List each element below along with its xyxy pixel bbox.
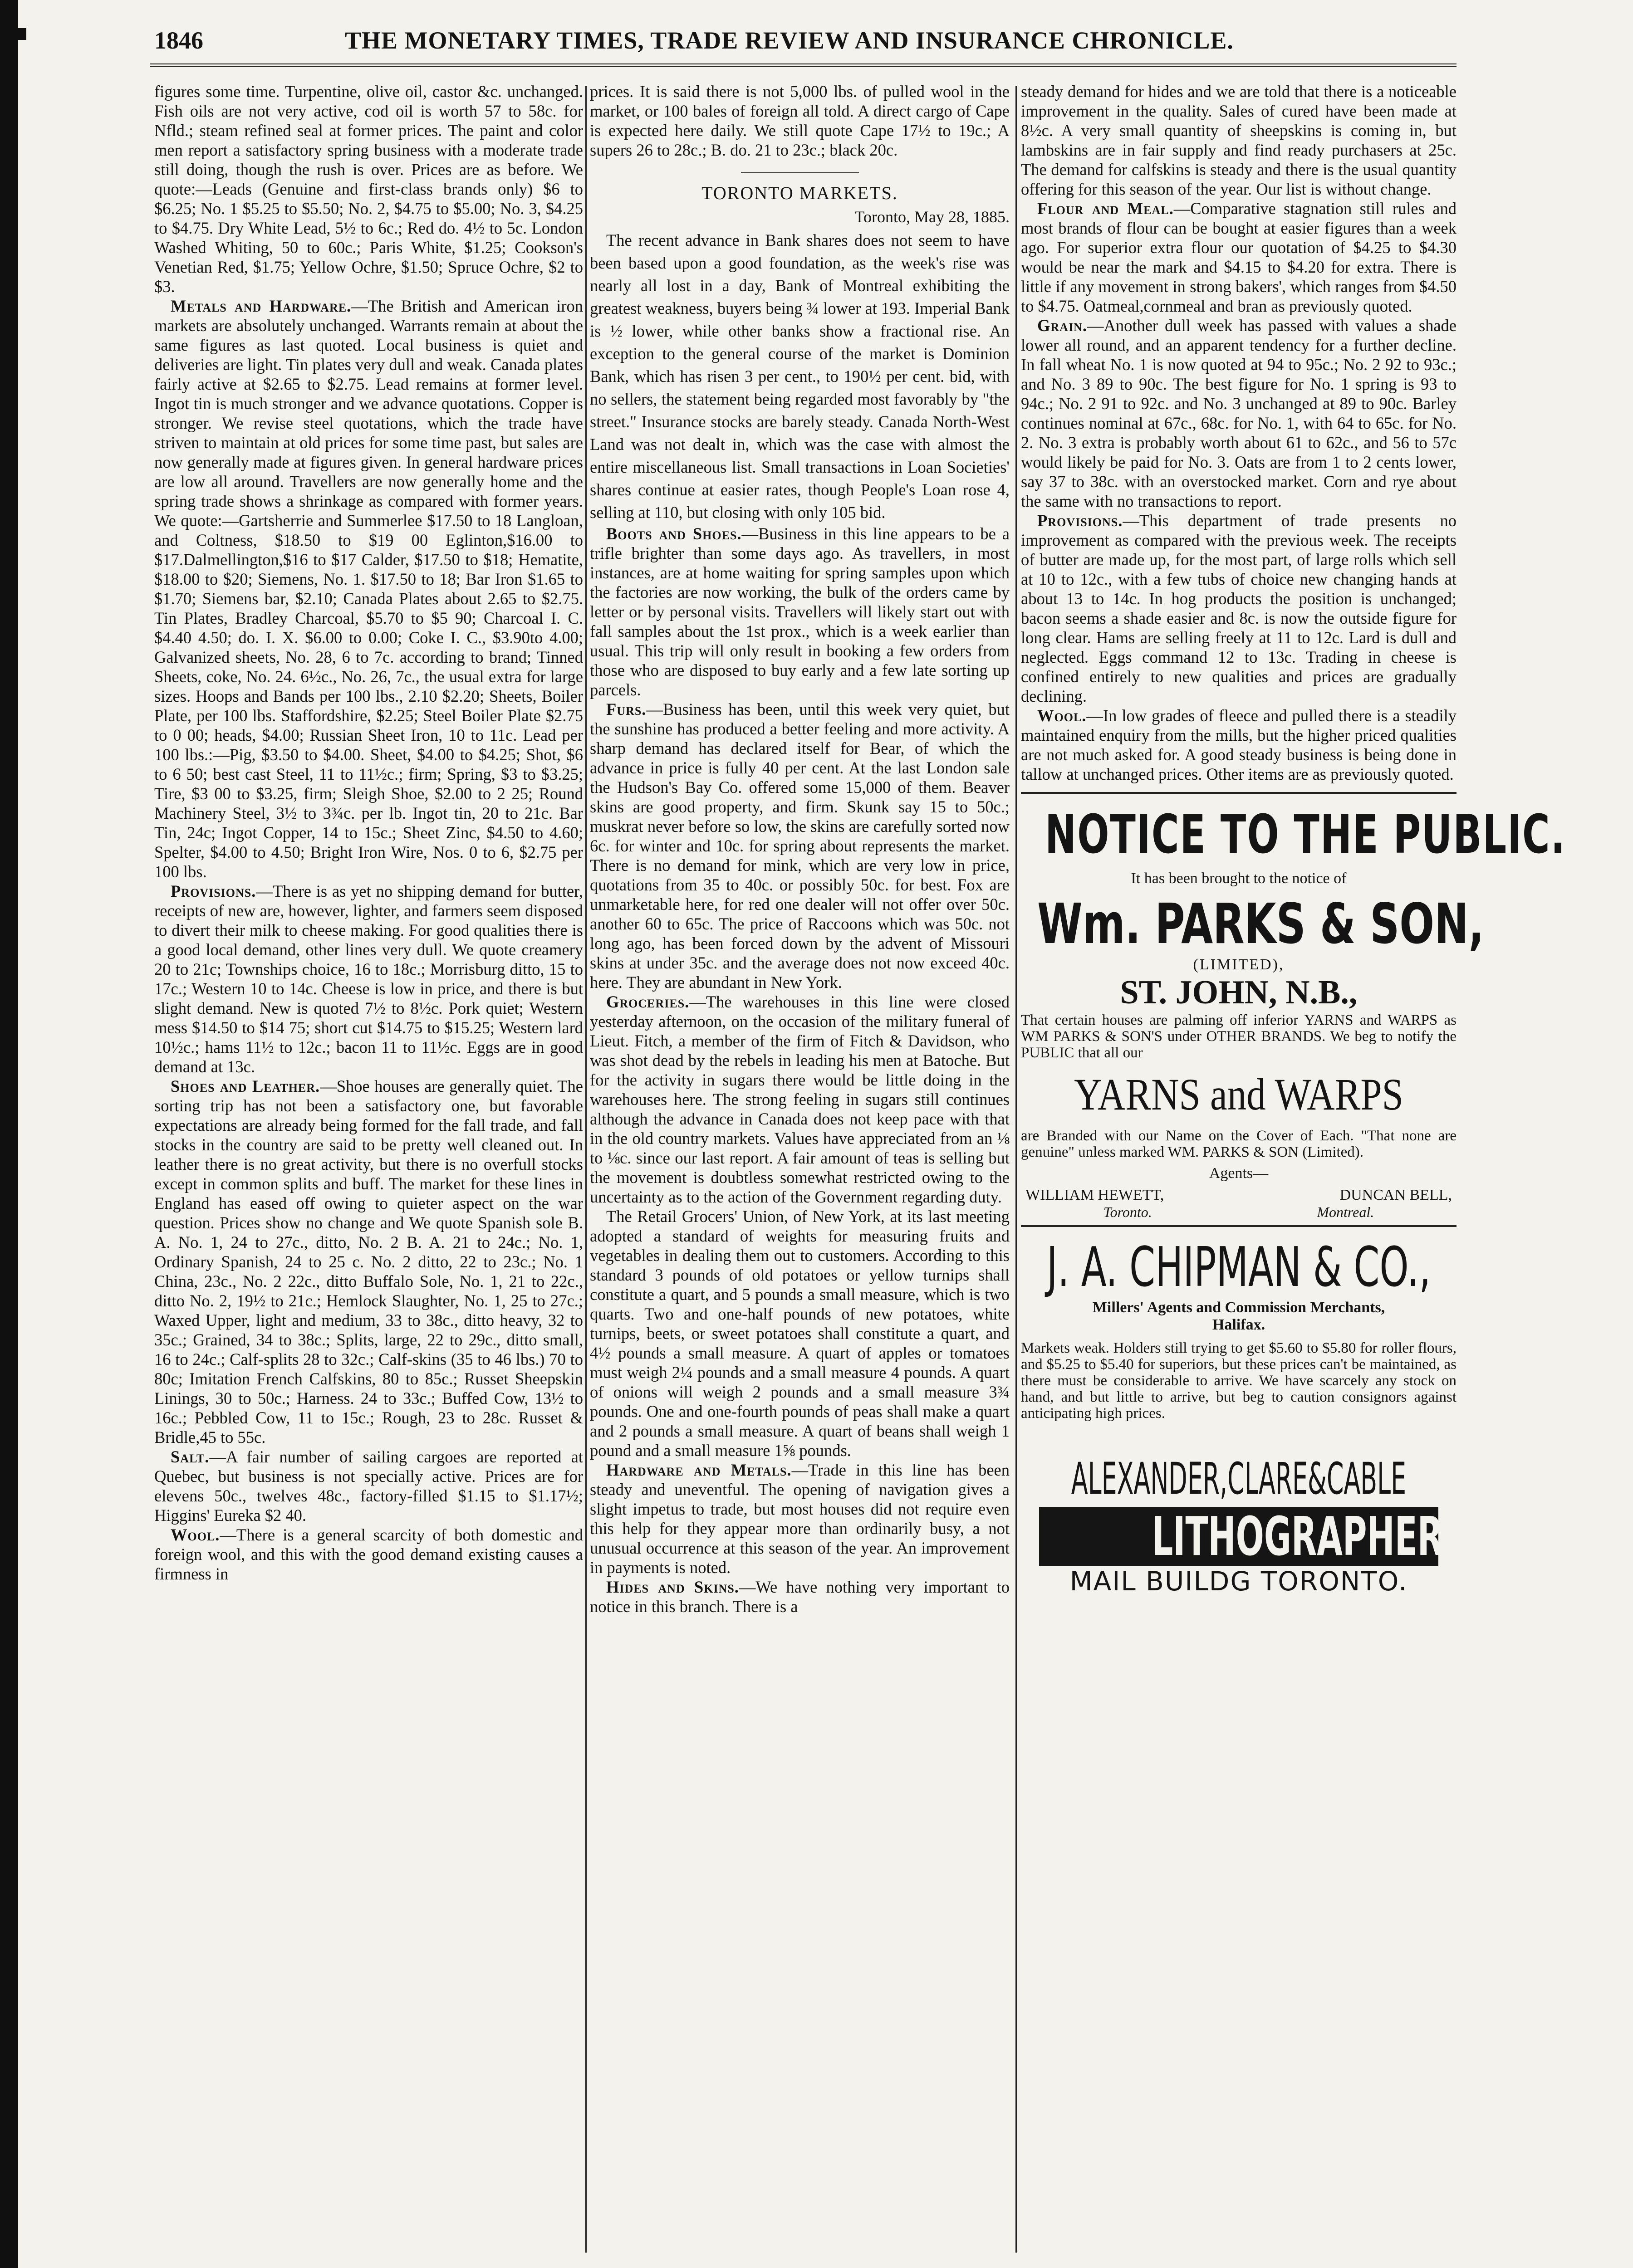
section-heading: Salt. <box>171 1447 210 1466</box>
column-rule <box>1015 86 1017 2253</box>
section-heading: Hardware and Metals. <box>606 1461 792 1479</box>
ad-rule <box>1021 792 1456 794</box>
section-heading: Metals and Hardware. <box>171 297 352 315</box>
section-heading: Wool. <box>171 1525 220 1544</box>
agent-city: Montreal. <box>1317 1204 1374 1220</box>
section-title: TORONTO MARKETS. <box>701 183 898 203</box>
column-1 <box>154 82 583 2253</box>
article-paragraph <box>1021 706 1456 784</box>
advertisement-lithographers <box>1021 1453 1520 1597</box>
section-text: —The British and American iron markets are absolutely unchanged. Warrants remain at about the same figures as last quoted. Local business is quiet and deliveries are light. Tin plates very dull and weak. Canada plates fairly active at $2.65 to $2.75. Lead remains at former level. Ingot tin is much stronger and we advance quotations. Copper is stronger. We revise steel quotations, which the trade have striven to maintain at old prices for some time past, but sales are now generally made at figures given. In general hardware prices are low all around. Travellers are now generally home and the spring trade shows a shrinkage as compared with former years. We quote:—Gartsherrie and Summerlee $17.50 to 18 Langloan, and Coltness, $18.50 to $19 00 Eglinton,$16.00 to $17.Dalmellington,$16 to $17 Calder, $17.50 to $18; Hematite, $18.00 to $20; Siemens, No. 1. $17.50 to 18; Bar Iron $1.65 to $1.70; Siemens bar, $2.10; Canada Plates about 2.65 to $2.75. Tin Plates, Bradley Charcoal, $5.70 to $5 90; Charcoal I. C. $4.40 4.50; do. I. X. $6.00 to 0.00; Coke I. C., $3.90to 4.00; Galvanized sheets, No. 28, 6 to 7c. according to brand; Tinned Sheets, coke, No. 24. 6½c., No. 26, 7c., the usual extra for large sizes. Hoops and Bands per 100 lbs., 2.10 $2.20; Sheets, Boiler Plate, per 100 lbs. Staffordshire, $2.25; Steel Boiler Plate $2.75 to 0 00; heads, $4.00; Russian Sheet Iron, 10 to 11c. Lead per 100 lbs.:—Pig, $3.50 to $4.00. Sheet, $4.00 to $4.25; Shot, $6 to 6 50; best cast Steel, 11 to 11½c.; firm; Spring, $3 to $3.25; Tire, $3 00 to $3.25, firm; Sleigh Shoe, $2.00 to 2 25; Round Machinery Steel, 3½ to 3¾c. per lb. Ingot tin, 20 to 21c. Bar Tin, 24c; Ingot Copper, 14 to 15c.; Sheet Zinc, $4.50 to 4.60; Spelter, $4.00 to 4.50; Bright Iron Wire, Nos. 0 to 6, $2.75 per 100 lbs. <box>154 297 583 881</box>
section-heading: Wool. <box>1037 706 1087 725</box>
column-3 <box>1021 82 1566 2253</box>
article-paragraph: figures some time. Turpentine, olive oil, castor &c. unchanged. Fish oils are not very active, cod oil is worth 57 to 58c. for Nfld.; steam refined seal at former prices. The paint and color men report a satisfactory spring business with a moderate trade still doing, though the rush is over. Prices are as before. We quote:—Leads (Genuine and first-class brands only) $6 to $6.25; No. 1 $5.25 to $5.50; No. 2, $4.75 to $5.00; No. 3, $4.25 to $4.75. Dry White Lead, 5½ to 6c.; Red do. 4½ to 5c. London Washed Whiting, 50 to 60c.; Paris White, $1.25; Cookson's Venetian Red, $1.75; Yellow Ochre, $1.50; Spruce Ochre, $2 to $3. <box>154 82 583 296</box>
agent-name: DUNCAN BELL, <box>1339 1187 1452 1203</box>
article-paragraph <box>154 296 583 881</box>
ad-banner-text: LITHOGRAPHERS&C <box>1152 1505 1520 1568</box>
column-2 <box>590 82 1010 2253</box>
section-heading: Groceries. <box>606 992 690 1011</box>
article-paragraph <box>154 881 583 1076</box>
page-edge <box>0 0 18 2268</box>
header-rule <box>150 64 1456 67</box>
article-paragraph <box>1021 511 1456 706</box>
agent-name: WILLIAM HEWETT, <box>1025 1187 1164 1203</box>
ad-firm-name: Wm. PARKS & SON, <box>1037 892 1484 956</box>
section-text: —Comparative stagnation still rules and most brands of flour can be bought at easier figures than a week ago. For superior extra flour our quotation of $4.25 to $4.30 would be near the mark and $4.15 to $4.20 for extra. There is little if any movement in strong bakers', which ranges from $4.50 to $4.75. Oatmeal,cornmeal and bran as previously quoted. <box>1021 199 1456 315</box>
section-rule <box>741 172 859 174</box>
ad-firm-name: ALEXANDER,CLARE&CABLE <box>1071 1453 1407 1504</box>
article-paragraph <box>154 1076 583 1447</box>
section-text: —In low grades of fleece and pulled there is a steadily maintained enquiry from the mills, but the higher priced qualities are not much asked for. A good steady business is being done in tallow at unchanged prices. Other items are as previously quoted. <box>1021 706 1456 783</box>
article-paragraph: prices. It is said there is not 5,000 lbs. of pulled wool in the market, or 100 bales of foreign all told. A direct cargo of Cape is expected here daily. We still quote Cape 17½ to 19c.; A supers 26 to 28c.; B. do. 21 to 23c.; black 20c. <box>590 82 1010 159</box>
dateline: Toronto, May 28, 1885. <box>854 208 1010 226</box>
article-paragraph <box>590 1577 1010 1616</box>
section-text: —This department of trade presents no improvement as compared with the previous week. The receipts of butter are made up, for the most part, of large rolls which sell at 10 to 12c., with a few tubs of choice new changing hands at about 13 to 14c. In hog products the position is unchanged; bacon seems a shade easier and 8c. is now the outside figure for long clear. Hams are selling freely at 11 to 12c. Lard is dull and neglected. Eggs command 12 to 13c. Trading in cheese is confined entirely to new qualities and prices are gradually declining. <box>1021 511 1456 705</box>
ad-agents-label: Agents— <box>1209 1165 1269 1182</box>
section-text: —There is a general scarcity of both domestic and foreign wool, and this with the good demand existing causes a firmness in <box>154 1525 583 1583</box>
ad-body: That certain houses are palming off inferior YARNS and WARPS as WM PARKS & SON'S under OTHER BRANDS. We beg to notify the PUBLIC that all our <box>1021 1012 1456 1061</box>
article-paragraph: steady demand for hides and we are told that there is a noticeable improvement in the quality. Sales of cured have been made at 8½c. A very small quantity of sheepskins is coming in, but lambskins are in fair supply and find ready purchasers at 25c. The demand for calfskins is steady and there is the usual quantity offering for this season of the year. Our list is without change. <box>1021 82 1456 198</box>
section-heading: Provisions. <box>1037 511 1123 530</box>
advertisement-parks <box>1021 792 1566 1227</box>
agent-city: Toronto. <box>1103 1204 1152 1220</box>
article-paragraph <box>1021 316 1456 511</box>
section-heading: Provisions. <box>171 882 256 900</box>
ad-agent-cities <box>1021 1204 1456 1221</box>
ad-limited: (LIMITED), <box>1193 956 1285 973</box>
ad-firm-name: J. A. CHIPMAN & CO., <box>1046 1236 1431 1299</box>
ad-banner <box>1039 1505 1520 1568</box>
article-paragraph: The Retail Grocers' Union, of New York, at its last meeting adopted a standard of weights for measuring fruits and vegetables in dealing them out to customers. According to this standard 3 pounds of old potatoes or yellow turnips shall constitute a quart, and 5 pounds a small measure, which is two quarts. Two and one-half pounds of new potatoes, white turnips, beets, or sweet potatoes shall constitute a quart, and 4½ pounds a small measure. A quart of apples or tomatoes must weigh 2¼ pounds and a small measure 4 pounds. A quart of onions will weigh 2 pounds and a small measure 3¾ pounds. One and one-fourth pounds of peas shall make a quart and 2 pounds a small measure. A quart of beans shall weigh 1 pound and a small measure 1⅝ pounds. <box>590 1207 1010 1460</box>
section-text: —A fair number of sailing cargoes are reported at Quebec, but business is not specially active. Prices are for elevens 50c., twelves 48c., factory-filled $1.15 to $1.17½; Higgins' Eureka $2 40. <box>154 1447 583 1525</box>
ad-headline: NOTICE TO THE PUBLIC. <box>1045 803 1566 865</box>
column-rule <box>585 86 587 2253</box>
article-paragraph <box>1021 199 1456 316</box>
article-paragraph: The recent advance in Bank shares does not seem to have been based upon a good foundation, as the week's rise was nearly all lost in a day, Bank of Montreal exhibiting the greatest weakness, buyers being ¾ lower at 193. Imperial Bank is ½ lower, while other banks show a fractional rise. An exception to the general course of the market is Dominion Bank, which has risen 3 per cent., to 190½ per cent. bid, with no sellers, the statement being regarded most favorably by "the street." Insurance stocks are barely steady. Canada North-West Land was not dealt in, which was the case with almost the entire miscellaneous list. Small transactions in Loan Societies' shares continue at easier rates, though People's Loan rose 4, selling at 110, but closing with only 105 bid. <box>590 231 1010 522</box>
advertisement-chipman <box>1021 1236 1456 1422</box>
section-text: —Business in this line appears to be a trifle brighter than some days ago. As travellers, in most instances, are at home waiting for spring samples upon which the factories are now working, the bulk of the orders came by letter or by personal visits. Travellers will likely start out with fall samples about the 1st prox., which is a week earlier than usual. This trip will only result in booking a few orders from those who are disposed to buy early and a few late sorting up parcels. <box>590 524 1010 699</box>
ad-body-2: are Branded with our Name on the Cover of Each. "That none are genuine" unless marked WM. PARKS & SON (Limited). <box>1021 1128 1456 1160</box>
section-heading: Furs. <box>606 700 647 719</box>
ad-city: Halifax. <box>1212 1316 1265 1333</box>
page-header <box>154 26 1452 58</box>
article-paragraph <box>590 1460 1010 1577</box>
article-paragraph <box>590 524 1010 699</box>
ad-product: YARNS and WARPS <box>1074 1069 1403 1119</box>
ad-city: ST. JOHN, N.B., <box>1120 974 1358 1011</box>
article-paragraph <box>590 699 1010 992</box>
page-edge-notch <box>0 28 26 40</box>
ad-agents <box>1021 1187 1456 1204</box>
section-text: —We have nothing very important to notice in this branch. There is a <box>590 1578 1010 1616</box>
section-heading: Hides and Skins. <box>606 1578 739 1596</box>
section-heading: Boots and Shoes. <box>606 524 742 543</box>
section-text: —Shoe houses are generally quiet. The sorting trip has not been a satisfactory one, but favorable expectations are already being formed for the fall trade, and fall stocks in the country are said to be pretty well cleaned out. In leather there is no great activity, but there is no overfull stocks except in common splits and buff. The market for these lines in England has eased off owing to quieter aspect on the war question. Prices show no change and We quote Spanish sole B. A. No. 1, 24 to 27c., ditto, No. 2 B. A. 21 to 24c.; No. 1, Ordinary Spanish, 24 to 25 c. No. 2 ditto, 22 to 23c.; No. 1 China, 23c., No. 2 22c., ditto Buffalo Sole, No. 1, 21 to 22c., ditto No. 2, 19½ to 21c.; Hemlock Slaughter, No. 1, 25 to 27c.; Waxed Upper, light and medium, 33 to 38c., ditto heavy, 32 to 35c.; Grained, 34 to 38c.; Splits, large, 22 to 29c., ditto small, 16 to 24c.; Calf-splits 28 to 32c.; Calf-skins (35 to 46 lbs.) 70 to 80c; Imitation French Calfskins, 80 to 85c.; Russet Sheepskin Linings, 30 to 50c.; Harness. 24 to 33c.; Buffed Cow, 13½ to 16c.; Pebbled Cow, 11 to 15c.; Rough, 23 to 28c. Russet & Bridle,45 to 55c. <box>154 1077 583 1447</box>
masthead: THE MONETARY TIMES, TRADE REVIEW AND INSURANCE CHRONICLE. <box>345 27 1234 54</box>
section-text: —There is as yet no shipping demand for butter, receipts of new are, however, lighter, and farmers seem disposed to divert their milk to cheese making. For good qualities there is a good local demand, other lines very dull. We quote creamery 20 to 21c; Townships choice, 16 to 18c.; Morrisburg ditto, 15 to 17c.; Western 10 to 14c. Cheese is low in price, and there is but slight demand. New is quoted 7½ to 8½c. Pork quiet; Western mess $14.50 to $14 75; short cut $14.75 to $15.25; Western lard 10½c.; hams 11½ to 12c.; bacon 11 to 11½c. Eggs are in good demand at 13c. <box>154 882 583 1076</box>
section-text: —Business has been, until this week very quiet, but the sunshine has produced a better feeling and more activity. A sharp demand has declared itself for Bear, of which the advance in price is fully 40 per cent. At the last London sale the Hudson's Bay Co. offered some 15,000 of them. Beaver skins are good property, and firm. Skunk say 15 to 50c.; muskrat never before so low, the skins are carefully sorted now 6c. for winter and 10c. for spring about represents the market. There is no demand for mink, which are very low in price, quotations from 35 to 40c. or possibly 50c. for best. Fox are unmarketable here, for red one dealer will not offer over 50c. another 60 to 65c. The price of Raccoons which was 50c. not long ago, has been forced down by the advent of Missouri skins at under 35c. and the average does not now exceed 40c. here. They are abundant in New York. <box>590 700 1010 992</box>
article-paragraph <box>154 1447 583 1525</box>
section-text: —Another dull week has passed with values a shade lower all round, and an apparent tendency for a further decline. In fall wheat No. 1 is now quoted at 94 to 95c.; No. 2 92 to 93c.; and No. 3 89 to 90c. The best figure for No. 1 spring is 93 to 94c.; No. 2 91 to 92c. and No. 3 unchanged at 89 to 90c. Barley continues nominal at 67c., 68c. for No. 1, with 64 to 65c. for No. 2. No. 3 extra is probably worth about 61 to 62c., and 56 to 57c would likely be paid for No. 3. Oats are from 1 to 2 cents lower, say 37 to 38c. with an overstocked market. Corn and rye about the same with no transactions to report. <box>1021 316 1456 510</box>
section-heading: Flour and Meal. <box>1037 199 1174 218</box>
section-text: —The warehouses in this line were closed yesterday afternoon, on the occasion of the military funeral of Lieut. Fitch, a member of the firm of Fitch & Davidson, who was shot dead by the rebels in leading his men at Batoche. But for the activity in sugars there would be little doing in the warehouses here. The strong feeling in sugars still continues although the advance in Canada does not keep pace with that in the old country markets. Values have appreciated from an ⅛ to ⅛c. since our last report. A fair amount of teas is selling but the movement is doubtless somewhat restricted owing to the uncertainty as to the action of the Government regarding duty. <box>590 992 1010 1206</box>
ad-rule <box>1021 1225 1456 1227</box>
article-paragraph <box>154 1525 583 1584</box>
ad-body: Markets weak. Holders still trying to get $5.60 to $5.80 for roller flours, and $5.25 to $5.40 for superiors, but these prices can't be maintained, as there must be considerable to arrive. We have scarcely any stock on hand, and but little to arrive, but beg to caution consignors against anticipating high prices. <box>1021 1340 1456 1422</box>
section-heading: Grain. <box>1037 316 1087 335</box>
page-number: 1846 <box>154 27 203 54</box>
ad-tagline: Millers' Agents and Commission Merchants, <box>1092 1299 1385 1316</box>
ad-intro: It has been brought to the notice of <box>1131 870 1347 887</box>
article-paragraph <box>590 992 1010 1207</box>
ad-address: MAIL BUILDG TORONTO. <box>1069 1566 1408 1597</box>
section-heading: Shoes and Leather. <box>171 1077 320 1095</box>
section-text: —Trade in this line has been steady and uneventful. The opening of navigation gives a slight impetus to trade, but most houses did not require even this help for they appear more than ordinarily busy, a not unusual occurrence at this season of the year. An improvement in payments is noted. <box>590 1461 1010 1577</box>
